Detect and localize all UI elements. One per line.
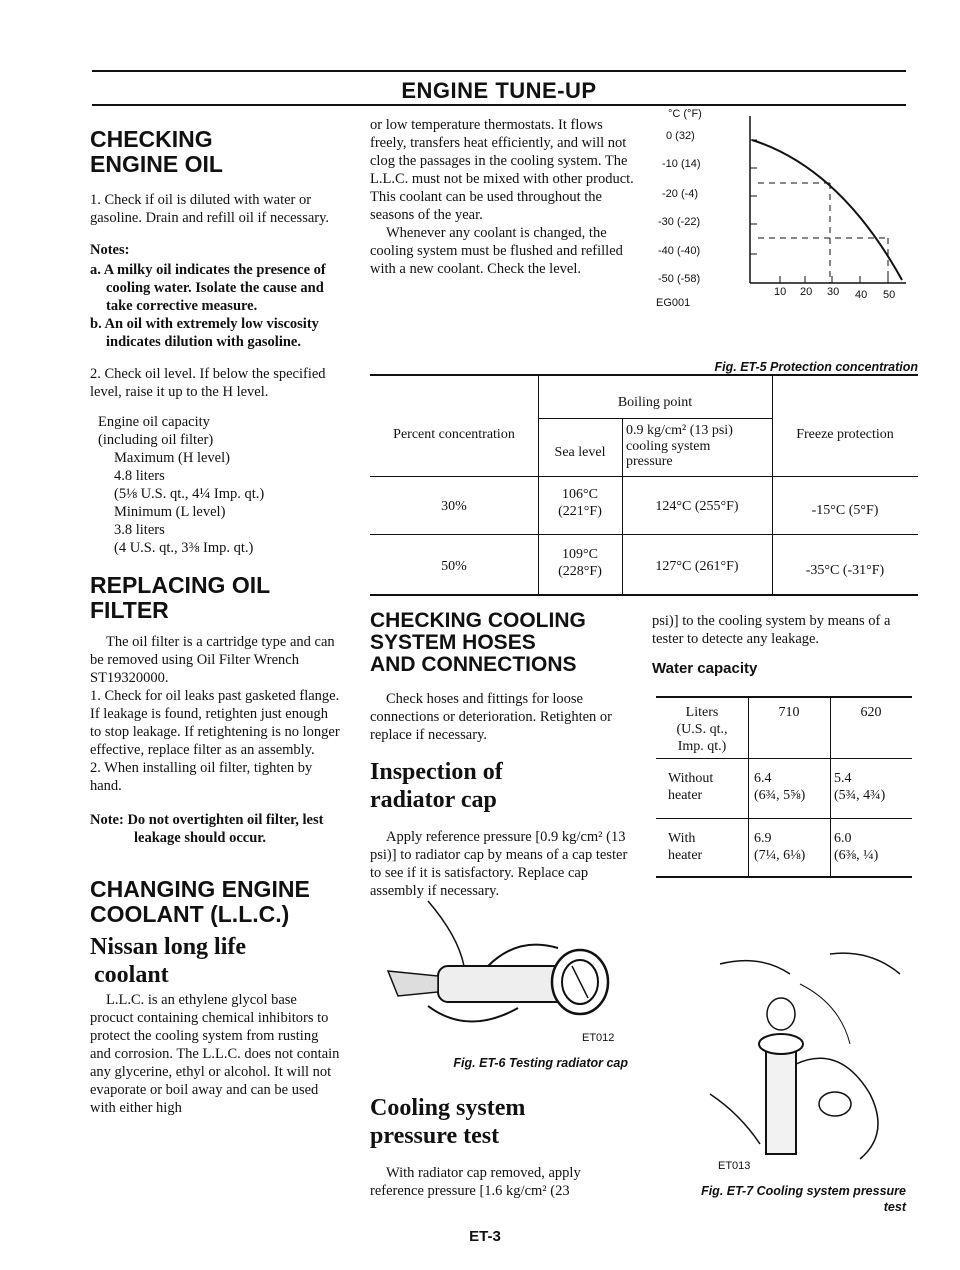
x-tick-label: 30 bbox=[827, 286, 840, 298]
table-cell: 30% bbox=[441, 499, 467, 514]
column-left bbox=[90, 127, 340, 1125]
x-tick-label: 50 bbox=[883, 289, 896, 301]
heading-checking-hoses: CHECKING COOLING SYSTEM HOSES AND CONNECTIONS bbox=[370, 609, 586, 676]
figure-caption: Fig. ET-6 Testing radiator cap bbox=[453, 1056, 628, 1070]
y-tick-label: 0 (32) bbox=[666, 130, 695, 142]
figure-caption: Fig. ET-5 Protection concentration bbox=[714, 360, 918, 374]
water-capacity-table bbox=[656, 696, 912, 878]
figure-protection-concentration bbox=[640, 108, 920, 378]
figure-code: ET013 bbox=[718, 1160, 751, 1172]
header-sea-level: Sea level bbox=[554, 445, 606, 460]
paragraph: Apply reference pressure [0.9 kg/cm² (13 psi)] to radiator cap by means of a cap tester to see if it is satisfactory. Replace cap assembly if necessary. bbox=[370, 829, 628, 899]
y-tick-label: -30 (-22) bbox=[658, 216, 701, 228]
paragraph: 2. When installing oil filter, tighten by hand. bbox=[90, 760, 313, 794]
paragraph: psi)] to the cooling system by means of a tester to detecte any leakage. bbox=[652, 613, 891, 647]
header-rule-bottom bbox=[92, 104, 906, 106]
heading-inspection-radiator-cap: Inspection of radiator cap bbox=[370, 759, 503, 813]
table-cell: -15°C (5°F) bbox=[811, 503, 879, 518]
y-tick-label: -10 (14) bbox=[662, 158, 701, 170]
table-cell: 109°C (228°F) bbox=[558, 547, 602, 579]
x-tick-label: 10 bbox=[774, 286, 787, 298]
table-cell: 124°C (255°F) bbox=[655, 499, 739, 514]
table-cell: 106°C (221°F) bbox=[558, 487, 602, 519]
paragraph: L.L.C. is an ethylene glycol base procuct containing chemical inhibitors to protect the cooling system from rusting and corrosion. The L.L.C. does not contain any glycerine, ethyl or alcohol. It will not evaporate or boil away and can be used with either high bbox=[90, 992, 340, 1116]
axis-unit-label: °C (°F) bbox=[668, 108, 702, 120]
column-middle-bottom bbox=[370, 1094, 635, 1208]
table-cell: 127°C (261°F) bbox=[655, 559, 739, 574]
heading-cooling-pressure-test: Cooling system pressure test bbox=[370, 1095, 526, 1149]
header-rule-top bbox=[92, 70, 906, 72]
heading-nissan-coolant: Nissan long life coolant bbox=[90, 934, 247, 988]
column-right bbox=[652, 612, 914, 678]
table-cell: 6.0 (6⅜, ¼) bbox=[834, 831, 879, 863]
header-units: Liters (U.S. qt., Imp. qt.) bbox=[676, 705, 728, 754]
paragraph: Check hoses and fittings for loose connections or deterioration. Retighten or replace if necessary. bbox=[370, 691, 612, 743]
paragraph: With radiator cap removed, apply reference pressure [1.6 kg/cm² (23 bbox=[370, 1165, 581, 1199]
table-cell: 6.4 (6¾, 5⅝) bbox=[754, 771, 806, 803]
heading-replacing-oil-filter: REPLACING OIL FILTER bbox=[90, 572, 271, 623]
oil-capacity-spec: Engine oil capacity (including oil filter) Maximum (H level) 4.8 liters (5⅛ U.S. qt., 4¼ Imp. qt.) Minimum (L level) 3.8 liters (4 U.S. qt., 3⅜ Imp. qt.) bbox=[98, 414, 265, 556]
paragraph: 1. Check if oil is diluted with water or gasoline. Drain and refill oil if necessary. bbox=[90, 192, 330, 226]
cooling-system-pressure-test-illustration bbox=[700, 944, 910, 1184]
note-filter: Note: Do not overtighten oil filter, lest leakage should occur. bbox=[90, 812, 324, 846]
table-cell: -35°C (-31°F) bbox=[805, 563, 885, 578]
header-pressure: 0.9 kg/cm² (13 psi) cooling system pressure bbox=[626, 423, 733, 469]
note-b: b. An oil with extremely low viscosity indicates dilution with gasoline. bbox=[90, 316, 319, 350]
notes-label: Notes: bbox=[90, 242, 130, 258]
figure-code: ET012 bbox=[582, 1032, 615, 1044]
y-tick-label: -40 (-40) bbox=[658, 245, 701, 257]
table-cell: With heater bbox=[668, 831, 703, 863]
table-cell: 6.9 (7¼, 6⅛) bbox=[754, 831, 806, 863]
header-710: 710 bbox=[778, 705, 800, 720]
header-freeze: Freeze protection bbox=[796, 427, 894, 442]
radiator-cap-tester-illustration bbox=[368, 896, 630, 1046]
page-number: ET-3 bbox=[469, 1228, 501, 1245]
header-620: 620 bbox=[860, 705, 882, 720]
paragraph: Whenever any coolant is changed, the cooling system must be flushed and refilled with a new coolant. Check the level. bbox=[370, 225, 623, 277]
table-cell: Without heater bbox=[668, 771, 714, 803]
header-percent: Percent concentration bbox=[393, 427, 515, 442]
x-tick-label: 40 bbox=[855, 289, 868, 301]
y-tick-label: -50 (-58) bbox=[658, 273, 701, 285]
paragraph: or low temperature thermostats. It flows freely, transfers heat efficiently, and will not clog the passages in the cooling system. The L.L.C. must not be mixed with other product. This coolant can be used throughout the seasons of the year. bbox=[370, 117, 634, 223]
table-cell: 50% bbox=[441, 559, 467, 574]
paragraph: 1. Check for oil leaks past gasketed flange. If leakage is found, retighten just enough to stop leakage. If retightening is no longer effective, replace filter as an assembly. bbox=[90, 688, 340, 758]
header-boiling: Boiling point bbox=[617, 395, 693, 410]
page-header-title: ENGINE TUNE-UP bbox=[401, 78, 597, 103]
figure-caption: Fig. ET-7 Cooling system pressure test bbox=[701, 1184, 906, 1214]
coolant-table bbox=[370, 374, 918, 596]
water-capacity-heading: Water capacity bbox=[652, 660, 758, 677]
y-tick-label: -20 (-4) bbox=[662, 188, 699, 200]
protection-curve-plot bbox=[640, 108, 920, 308]
column-middle bbox=[370, 610, 635, 908]
paragraph: The oil filter is a cartridge type and can be removed using Oil Filter Wrench ST19320000. bbox=[90, 634, 335, 686]
table-cell: 5.4 (5¾, 4¾) bbox=[834, 771, 886, 803]
note-a: a. A milky oil indicates the presence of cooling water. Isolate the cause and take corrective measure. bbox=[90, 262, 326, 314]
heading-changing-engine-coolant: CHANGING ENGINE COOLANT (L.L.C.) bbox=[90, 876, 310, 927]
paragraph: 2. Check oil level. If below the specified level, raise it up to the H level. bbox=[90, 366, 326, 400]
figure-code: EG001 bbox=[656, 297, 691, 309]
heading-checking-engine-oil: CHECKING ENGINE OIL bbox=[90, 126, 223, 177]
x-tick-label: 20 bbox=[800, 286, 813, 298]
column-middle-top bbox=[370, 116, 635, 286]
